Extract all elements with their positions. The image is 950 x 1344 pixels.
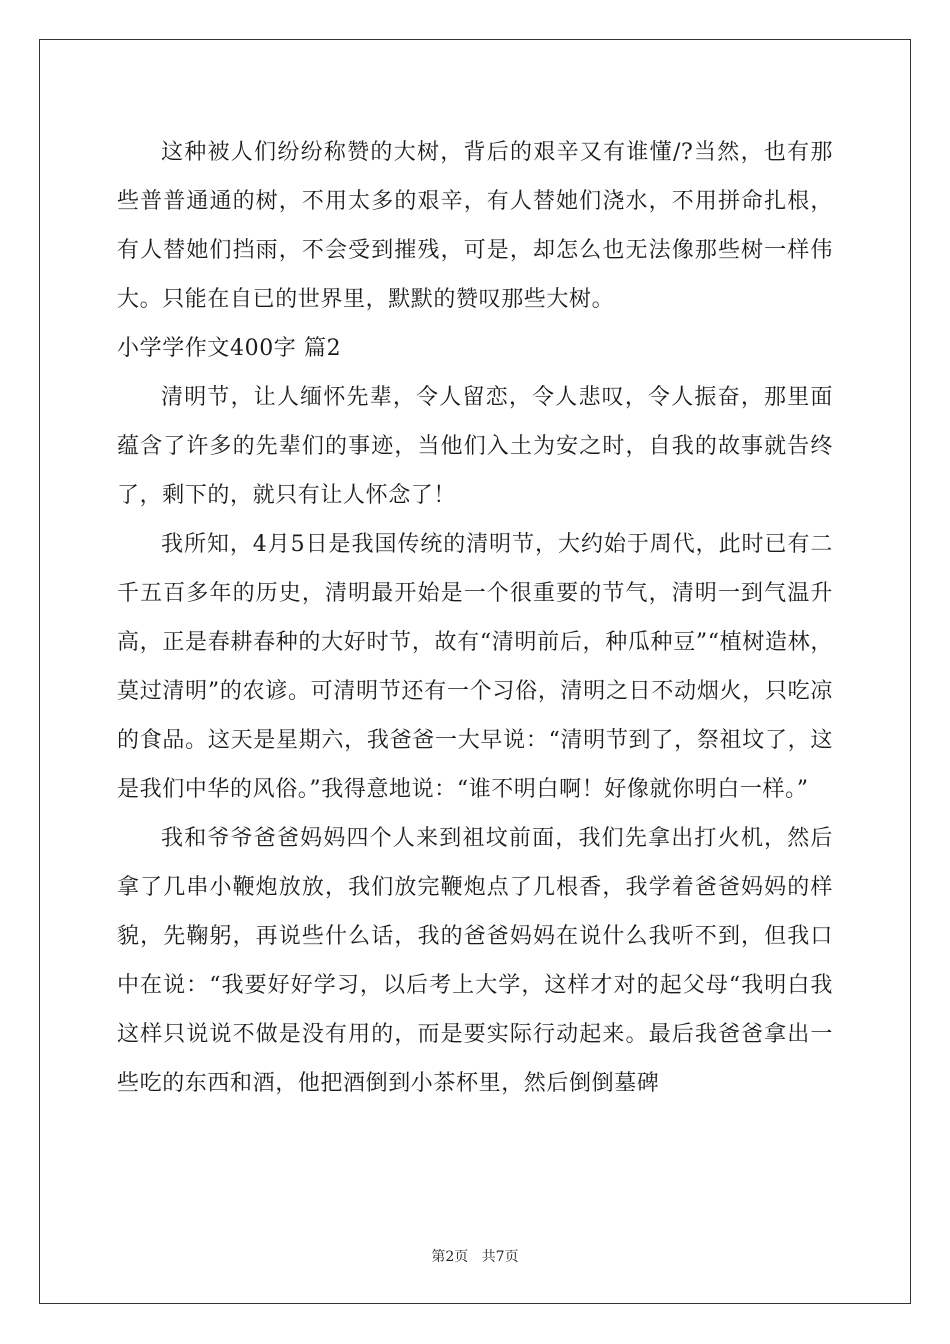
paragraph-1: 这种被人们纷纷称赞的大树，背后的艰辛又有谁懂/?当然，也有那些普普通通的树，不用太多的艰辛，有人替她们浇水，不用拼命扎根，有人替她们挡雨，不会受到摧残，可是，却怎么也无法像那些树一样伟大。只能在自已的世界里，默默的赞叹那些大树。	[117, 140, 833, 312]
page-total: 共7页	[481, 1249, 519, 1265]
page-footer	[0, 1246, 950, 1266]
paragraph-4: 我和爷爷爸爸妈妈四个人来到祖坟前面，我们先拿出打火机，然后拿了几串小鞭炮放放，我们放完鞭炮点了几根香，我学着爸爸妈妈的样貌，先鞠躬，再说些什么话，我的爸爸妈妈在说什么我听不到，但我口中在说：“我要好好学习，以后考上大学，这样才对的起父母“我明白我这样只说说不做是没有用的，而是要实际行动起来。最后我爸爸拿出一些吃的东西和酒，他把酒倒到小茶杯里，然后倒倒墓碑	[117, 826, 833, 1096]
paragraph-3: 我所知，4月5日是我国传统的清明节，大约始于周代，此时已有二千五百多年的历史，清明最开始是一个很重要的节气，清明一到气温升高，正是春耕春种的大好时节，故有“清明前后，种瓜种豆”“植树造林，莫过清明”的农谚。可清明节还有一个习俗，清明之日不动烟火，只吃凉的食品。这天是星期六，我爸爸一大早说：“清明节到了，祭祖坟了，这是我们中华的风俗。”我得意地说：“谁不明白啊！好像就你明白一样。”	[117, 532, 833, 802]
paragraph-2: 清明节，让人缅怀先辈，令人留恋，令人悲叹，令人振奋，那里面蕴含了许多的先辈们的事迹，当他们入土为安之时，自我的故事就告终了，剩下的，就只有让人怀念了！	[117, 385, 833, 508]
document-body	[117, 128, 833, 1108]
section-heading: 小学学作文400字 篇2	[117, 336, 342, 361]
page-number: 第2页	[431, 1249, 469, 1265]
